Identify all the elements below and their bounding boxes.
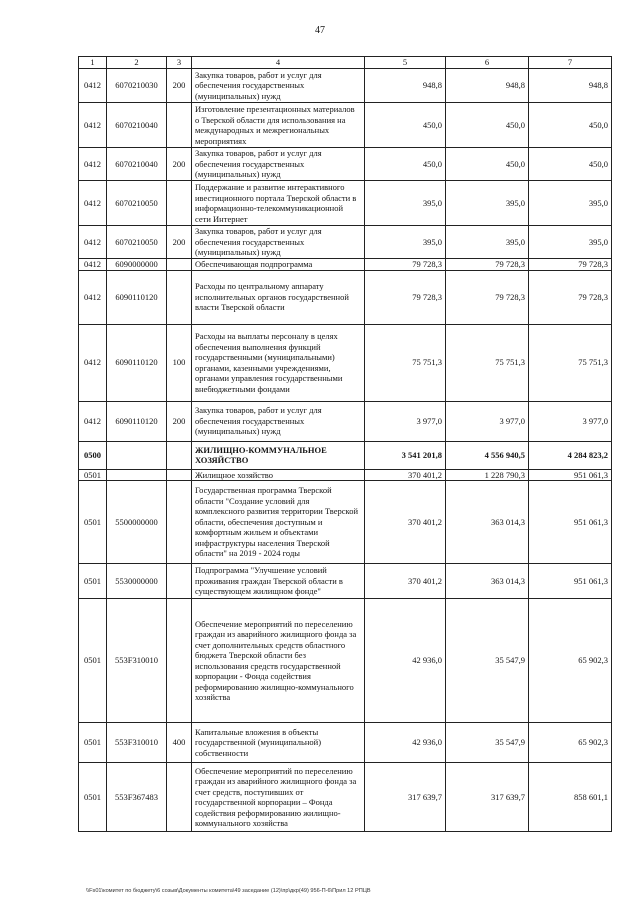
amount-col6-cell: 450,0 (446, 103, 529, 148)
amount-col5-cell: 42 936,0 (365, 599, 446, 723)
amount-col7-cell: 75 751,3 (529, 324, 612, 401)
item-name-cell: Обеспечивающая подпрограмма (192, 259, 365, 271)
item-name-cell: Поддержание и развитие интерактивного ивестиционного портала Тверской области в информационно-телекоммуникационной сети Интернет (192, 181, 365, 226)
table-row (79, 564, 612, 599)
item-name-cell: ЖИЛИЩНО-КОММУНАЛЬНОЕ ХОЗЯЙСТВО (192, 441, 365, 469)
amount-col6-cell: 363 014,3 (446, 564, 529, 599)
table-row (79, 401, 612, 441)
table-row (79, 181, 612, 226)
amount-col5-cell: 79 728,3 (365, 270, 446, 324)
target-code-cell: 6090110120 (107, 270, 167, 324)
target-code-cell: 6070210050 (107, 181, 167, 226)
amount-col5-cell: 79 728,3 (365, 259, 446, 271)
amount-col7-cell: 395,0 (529, 226, 612, 259)
table-row (79, 103, 612, 148)
table-row (79, 441, 612, 469)
target-code-cell: 6070210040 (107, 103, 167, 148)
amount-col7-cell: 4 284 823,2 (529, 441, 612, 469)
amount-col6-cell: 395,0 (446, 226, 529, 259)
item-name-cell: Закупка товаров, работ и услуг для обеспечения государственных (муниципальных) нужд (192, 226, 365, 259)
amount-col7-cell: 450,0 (529, 103, 612, 148)
expense-type-cell: 200 (167, 148, 192, 181)
expense-type-cell (167, 441, 192, 469)
amount-col5-cell: 317 639,7 (365, 763, 446, 832)
amount-col6-cell: 79 728,3 (446, 259, 529, 271)
section-cell: 0501 (79, 481, 107, 564)
header-cell: 7 (529, 57, 612, 69)
amount-col6-cell: 948,8 (446, 69, 529, 103)
amount-col7-cell: 65 902,3 (529, 723, 612, 763)
amount-col6-cell: 35 547,9 (446, 599, 529, 723)
amount-col6-cell: 363 014,3 (446, 481, 529, 564)
amount-col5-cell: 370 401,2 (365, 469, 446, 481)
amount-col7-cell: 395,0 (529, 181, 612, 226)
table-row (79, 469, 612, 481)
section-cell: 0412 (79, 324, 107, 401)
section-cell: 0412 (79, 181, 107, 226)
table-row (79, 69, 612, 103)
header-cell: 5 (365, 57, 446, 69)
expense-type-cell: 200 (167, 401, 192, 441)
amount-col5-cell: 42 936,0 (365, 723, 446, 763)
amount-col7-cell: 951 061,3 (529, 481, 612, 564)
amount-col5-cell: 948,8 (365, 69, 446, 103)
amount-col6-cell: 75 751,3 (446, 324, 529, 401)
section-cell: 0412 (79, 69, 107, 103)
amount-col6-cell: 4 556 940,5 (446, 441, 529, 469)
target-code-cell: 6070210040 (107, 148, 167, 181)
expense-type-cell (167, 599, 192, 723)
header-cell: 1 (79, 57, 107, 69)
table-row (79, 148, 612, 181)
amount-col5-cell: 3 977,0 (365, 401, 446, 441)
amount-col7-cell: 65 902,3 (529, 599, 612, 723)
table-row (79, 599, 612, 723)
amount-col5-cell: 395,0 (365, 181, 446, 226)
amount-col7-cell: 951 061,3 (529, 564, 612, 599)
expense-type-cell (167, 763, 192, 832)
amount-col6-cell: 395,0 (446, 181, 529, 226)
budget-table-body (79, 57, 612, 832)
amount-col7-cell: 450,0 (529, 148, 612, 181)
table-row (79, 226, 612, 259)
amount-col7-cell: 79 728,3 (529, 270, 612, 324)
header-cell: 6 (446, 57, 529, 69)
item-name-cell: Изготовление презентационных материалов о Тверской области для использования на международных и межрегиональных мероприятиях (192, 103, 365, 148)
header-cell: 4 (192, 57, 365, 69)
amount-col7-cell: 948,8 (529, 69, 612, 103)
amount-col6-cell: 3 977,0 (446, 401, 529, 441)
amount-col5-cell: 370 401,2 (365, 564, 446, 599)
expense-type-cell: 200 (167, 69, 192, 103)
amount-col7-cell: 79 728,3 (529, 259, 612, 271)
item-name-cell: Жилищное хозяйство (192, 469, 365, 481)
table-row (79, 270, 612, 324)
target-code-cell: 6070210050 (107, 226, 167, 259)
table-row (79, 481, 612, 564)
item-name-cell: Обеспечение мероприятий по переселению граждан из аварийного жилищного фонда за счет дополнительных средств областного бюджета Тверской области без использования средств государственной корпорации - Фонда содействия реформированию жилищно-коммунального хозяйства (192, 599, 365, 723)
header-cell: 3 (167, 57, 192, 69)
amount-col5-cell: 450,0 (365, 148, 446, 181)
table-row (79, 723, 612, 763)
amount-col5-cell: 450,0 (365, 103, 446, 148)
target-code-cell: 6090110120 (107, 401, 167, 441)
table-row (79, 259, 612, 271)
item-name-cell: Подпрограмма "Улучшение условий проживания граждан Тверской области в существующем жилищном фонде" (192, 564, 365, 599)
amount-col7-cell: 858 601,1 (529, 763, 612, 832)
section-cell: 0412 (79, 270, 107, 324)
item-name-cell: Закупка товаров, работ и услуг для обеспечения государственных (муниципальных) нужд (192, 69, 365, 103)
expense-type-cell (167, 469, 192, 481)
target-code-cell: 6090000000 (107, 259, 167, 271)
expense-type-cell (167, 564, 192, 599)
header-cell: 2 (107, 57, 167, 69)
section-cell: 0501 (79, 723, 107, 763)
section-cell: 0501 (79, 469, 107, 481)
amount-col6-cell: 317 639,7 (446, 763, 529, 832)
section-cell: 0500 (79, 441, 107, 469)
item-name-cell: Закупка товаров, работ и услуг для обеспечения государственных (муниципальных) нужд (192, 148, 365, 181)
table-header-row (79, 57, 612, 69)
item-name-cell: Капитальные вложения в объекты государственной (муниципальной) собственности (192, 723, 365, 763)
target-code-cell: 553F310010 (107, 723, 167, 763)
amount-col6-cell: 1 228 790,3 (446, 469, 529, 481)
section-cell: 0412 (79, 103, 107, 148)
section-cell: 0412 (79, 259, 107, 271)
expense-type-cell (167, 270, 192, 324)
amount-col6-cell: 79 728,3 (446, 270, 529, 324)
table-row (79, 324, 612, 401)
target-code-cell: 5500000000 (107, 481, 167, 564)
target-code-cell: 553F310010 (107, 599, 167, 723)
item-name-cell: Расходы на выплаты персоналу в целях обеспечения выполнения функций государственными (муниципальными) органами, казенными учреждениями, органами управления государственными внебюджетными фондами (192, 324, 365, 401)
amount-col5-cell: 395,0 (365, 226, 446, 259)
expense-type-cell (167, 181, 192, 226)
expense-type-cell: 400 (167, 723, 192, 763)
section-cell: 0501 (79, 599, 107, 723)
item-name-cell: Обеспечение мероприятий по переселению граждан из аварийного жилищного фонда за счет средств, поступивших от государственной корпорации – Фонда содействия реформированию жилищно-коммунального хозяйства (192, 763, 365, 832)
section-cell: 0412 (79, 226, 107, 259)
table-row (79, 763, 612, 832)
section-cell: 0501 (79, 763, 107, 832)
amount-col6-cell: 35 547,9 (446, 723, 529, 763)
section-cell: 0412 (79, 148, 107, 181)
item-name-cell: Государственная программа Тверской области "Создание условий для комплексного развития территории Тверской области, обеспечения доступным и комфортным жильем и объектами инфраструктуры населения Тверской области" на 2019 - 2024 годы (192, 481, 365, 564)
target-code-cell: 5530000000 (107, 564, 167, 599)
amount-col5-cell: 370 401,2 (365, 481, 446, 564)
expense-type-cell (167, 259, 192, 271)
page-number: 47 (315, 25, 325, 36)
target-code-cell (107, 441, 167, 469)
item-name-cell: Расходы по центральному аппарату исполнительных органов государственной власти Тверской области (192, 270, 365, 324)
footer-file-path: \\Fs01\комитет по бюджету\6 созыв\Документы комитета\49 заседание (12)\пр\дкр(49) 956-П-6\Прил 12 РПЦВ (86, 888, 371, 894)
amount-col5-cell: 3 541 201,8 (365, 441, 446, 469)
amount-col5-cell: 75 751,3 (365, 324, 446, 401)
budget-table (78, 56, 612, 832)
amount-col7-cell: 3 977,0 (529, 401, 612, 441)
expense-type-cell (167, 481, 192, 564)
amount-col7-cell: 951 061,3 (529, 469, 612, 481)
target-code-cell (107, 469, 167, 481)
target-code-cell: 6070210030 (107, 69, 167, 103)
section-cell: 0501 (79, 564, 107, 599)
expense-type-cell: 200 (167, 226, 192, 259)
item-name-cell: Закупка товаров, работ и услуг для обеспечения государственных (муниципальных) нужд (192, 401, 365, 441)
expense-type-cell: 100 (167, 324, 192, 401)
amount-col6-cell: 450,0 (446, 148, 529, 181)
expense-type-cell (167, 103, 192, 148)
target-code-cell: 6090110120 (107, 324, 167, 401)
target-code-cell: 553F367483 (107, 763, 167, 832)
section-cell: 0412 (79, 401, 107, 441)
